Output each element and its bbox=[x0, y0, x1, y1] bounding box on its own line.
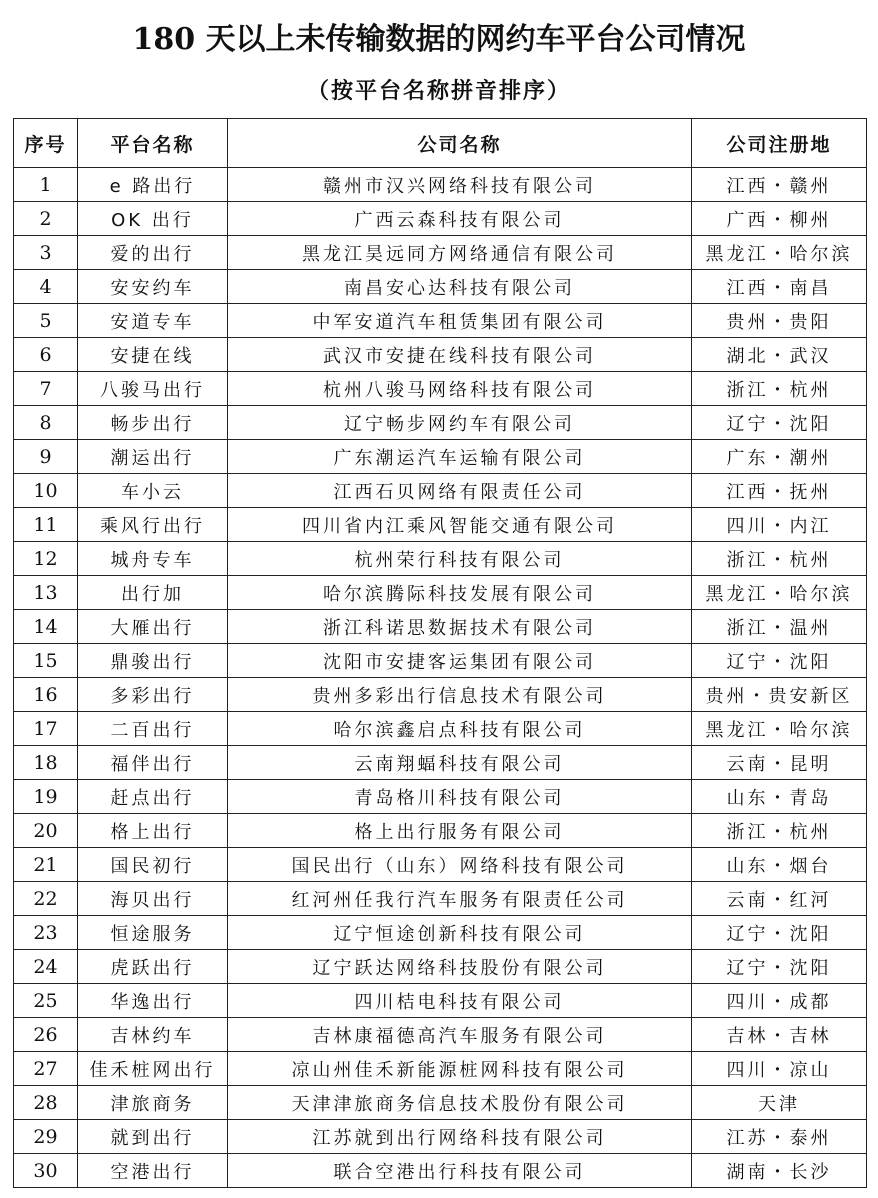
cell-company-name: 广东潮运汽车运输有限公司 bbox=[228, 440, 692, 474]
cell-platform-name: 潮运出行 bbox=[78, 440, 228, 474]
cell-company-name: 杭州荣行科技有限公司 bbox=[228, 542, 692, 576]
cell-company-name: 辽宁恒途创新科技有限公司 bbox=[228, 916, 692, 950]
cell-registered-location: 辽宁・沈阳 bbox=[692, 916, 867, 950]
cell-company-name: 哈尔滨鑫启点科技有限公司 bbox=[228, 712, 692, 746]
cell-index: 11 bbox=[14, 508, 78, 542]
table-row bbox=[14, 1086, 867, 1120]
cell-company-name: 贵州多彩出行信息技术有限公司 bbox=[228, 678, 692, 712]
table-row bbox=[14, 304, 867, 338]
table-row bbox=[14, 610, 867, 644]
cell-registered-location: 辽宁・沈阳 bbox=[692, 406, 867, 440]
table-row bbox=[14, 338, 867, 372]
cell-registered-location: 黑龙江・哈尔滨 bbox=[692, 576, 867, 610]
cell-company-name: 云南翔蝠科技有限公司 bbox=[228, 746, 692, 780]
cell-index: 3 bbox=[14, 236, 78, 270]
table-row bbox=[14, 440, 867, 474]
cell-registered-location: 黑龙江・哈尔滨 bbox=[692, 236, 867, 270]
cell-index: 4 bbox=[14, 270, 78, 304]
table-row bbox=[14, 542, 867, 576]
cell-company-name: 沈阳市安捷客运集团有限公司 bbox=[228, 644, 692, 678]
cell-company-name: 联合空港出行科技有限公司 bbox=[228, 1154, 692, 1188]
cell-index: 8 bbox=[14, 406, 78, 440]
cell-registered-location: 辽宁・沈阳 bbox=[692, 644, 867, 678]
cell-platform-name: 二百出行 bbox=[78, 712, 228, 746]
table-row bbox=[14, 1052, 867, 1086]
table-row bbox=[14, 984, 867, 1018]
table-row bbox=[14, 712, 867, 746]
cell-registered-location: 湖南・长沙 bbox=[692, 1154, 867, 1188]
cell-registered-location: 江苏・泰州 bbox=[692, 1120, 867, 1154]
cell-index: 10 bbox=[14, 474, 78, 508]
cell-registered-location: 贵州・贵安新区 bbox=[692, 678, 867, 712]
cell-registered-location: 辽宁・沈阳 bbox=[692, 950, 867, 984]
document-title: 180 天以上未传输数据的网约车平台公司情况 bbox=[132, 22, 746, 57]
cell-platform-name: 海贝出行 bbox=[78, 882, 228, 916]
cell-company-name: 黑龙江昊远同方网络通信有限公司 bbox=[228, 236, 692, 270]
cell-company-name: 格上出行服务有限公司 bbox=[228, 814, 692, 848]
header-company-name: 公司名称 bbox=[228, 119, 692, 168]
cell-company-name: 国民出行（山东）网络科技有限公司 bbox=[228, 848, 692, 882]
table-row bbox=[14, 950, 867, 984]
cell-platform-name: 赶点出行 bbox=[78, 780, 228, 814]
cell-index: 21 bbox=[14, 848, 78, 882]
cell-company-name: 辽宁跃达网络科技股份有限公司 bbox=[228, 950, 692, 984]
cell-company-name: 杭州八骏马网络科技有限公司 bbox=[228, 372, 692, 406]
cell-index: 30 bbox=[14, 1154, 78, 1188]
cell-registered-location: 浙江・杭州 bbox=[692, 542, 867, 576]
cell-index: 6 bbox=[14, 338, 78, 372]
cell-platform-name: 吉林约车 bbox=[78, 1018, 228, 1052]
table-row bbox=[14, 644, 867, 678]
cell-registered-location: 广西・柳州 bbox=[692, 202, 867, 236]
cell-registered-location: 广东・潮州 bbox=[692, 440, 867, 474]
cell-company-name: 天津津旅商务信息技术股份有限公司 bbox=[228, 1086, 692, 1120]
table-row bbox=[14, 576, 867, 610]
cell-company-name: 吉林康福德高汽车服务有限公司 bbox=[228, 1018, 692, 1052]
cell-registered-location: 山东・烟台 bbox=[692, 848, 867, 882]
cell-company-name: 赣州市汉兴网络科技有限公司 bbox=[228, 168, 692, 202]
cell-registered-location: 江西・抚州 bbox=[692, 474, 867, 508]
table-row bbox=[14, 236, 867, 270]
cell-registered-location: 贵州・贵阳 bbox=[692, 304, 867, 338]
cell-company-name: 南昌安心达科技有限公司 bbox=[228, 270, 692, 304]
cell-registered-location: 黑龙江・哈尔滨 bbox=[692, 712, 867, 746]
table-row bbox=[14, 474, 867, 508]
table-row bbox=[14, 202, 867, 236]
cell-index: 29 bbox=[14, 1120, 78, 1154]
cell-company-name: 四川桔电科技有限公司 bbox=[228, 984, 692, 1018]
cell-registered-location: 浙江・杭州 bbox=[692, 372, 867, 406]
cell-platform-name: 国民初行 bbox=[78, 848, 228, 882]
cell-registered-location: 山东・青岛 bbox=[692, 780, 867, 814]
cell-index: 5 bbox=[14, 304, 78, 338]
cell-platform-name: 福伴出行 bbox=[78, 746, 228, 780]
cell-platform-name: 空港出行 bbox=[78, 1154, 228, 1188]
cell-platform-name: 车小云 bbox=[78, 474, 228, 508]
cell-platform-name: 畅步出行 bbox=[78, 406, 228, 440]
cell-index: 15 bbox=[14, 644, 78, 678]
header-index: 序号 bbox=[14, 119, 78, 168]
cell-company-name: 青岛格川科技有限公司 bbox=[228, 780, 692, 814]
table-row bbox=[14, 848, 867, 882]
cell-platform-name: OK 出行 bbox=[78, 202, 228, 236]
cell-platform-name: 安捷在线 bbox=[78, 338, 228, 372]
cell-index: 2 bbox=[14, 202, 78, 236]
cell-registered-location: 云南・红河 bbox=[692, 882, 867, 916]
cell-index: 20 bbox=[14, 814, 78, 848]
cell-platform-name: 八骏马出行 bbox=[78, 372, 228, 406]
table-row bbox=[14, 508, 867, 542]
cell-registered-location: 浙江・杭州 bbox=[692, 814, 867, 848]
cell-company-name: 广西云森科技有限公司 bbox=[228, 202, 692, 236]
cell-company-name: 四川省内江乘风智能交通有限公司 bbox=[228, 508, 692, 542]
header-platform-name: 平台名称 bbox=[78, 119, 228, 168]
cell-company-name: 浙江科诺思数据技术有限公司 bbox=[228, 610, 692, 644]
table-header-row bbox=[14, 119, 867, 168]
cell-platform-name: 安安约车 bbox=[78, 270, 228, 304]
cell-company-name: 江西石贝网络有限责任公司 bbox=[228, 474, 692, 508]
cell-registered-location: 江西・南昌 bbox=[692, 270, 867, 304]
cell-platform-name: 就到出行 bbox=[78, 1120, 228, 1154]
cell-platform-name: 乘风行出行 bbox=[78, 508, 228, 542]
cell-platform-name: 虎跃出行 bbox=[78, 950, 228, 984]
table-row bbox=[14, 678, 867, 712]
table-row bbox=[14, 270, 867, 304]
cell-index: 23 bbox=[14, 916, 78, 950]
cell-index: 22 bbox=[14, 882, 78, 916]
cell-platform-name: 鼎骏出行 bbox=[78, 644, 228, 678]
cell-platform-name: 多彩出行 bbox=[78, 678, 228, 712]
cell-index: 14 bbox=[14, 610, 78, 644]
table-body bbox=[14, 168, 867, 1188]
cell-index: 18 bbox=[14, 746, 78, 780]
cell-company-name: 凉山州佳禾新能源桩网科技有限公司 bbox=[228, 1052, 692, 1086]
cell-registered-location: 浙江・温州 bbox=[692, 610, 867, 644]
cell-registered-location: 天津 bbox=[692, 1086, 867, 1120]
cell-registered-location: 湖北・武汉 bbox=[692, 338, 867, 372]
cell-index: 27 bbox=[14, 1052, 78, 1086]
table-row bbox=[14, 406, 867, 440]
cell-index: 13 bbox=[14, 576, 78, 610]
cell-registered-location: 云南・昆明 bbox=[692, 746, 867, 780]
cell-company-name: 中军安道汽车租赁集团有限公司 bbox=[228, 304, 692, 338]
cell-company-name: 哈尔滨腾际科技发展有限公司 bbox=[228, 576, 692, 610]
cell-index: 24 bbox=[14, 950, 78, 984]
cell-company-name: 江苏就到出行网络科技有限公司 bbox=[228, 1120, 692, 1154]
cell-platform-name: 安道专车 bbox=[78, 304, 228, 338]
cell-index: 28 bbox=[14, 1086, 78, 1120]
cell-index: 9 bbox=[14, 440, 78, 474]
cell-platform-name: 城舟专车 bbox=[78, 542, 228, 576]
cell-company-name: 武汉市安捷在线科技有限公司 bbox=[228, 338, 692, 372]
document-subtitle: （按平台名称拼音排序） bbox=[306, 78, 571, 104]
cell-index: 26 bbox=[14, 1018, 78, 1052]
cell-platform-name: 爱的出行 bbox=[78, 236, 228, 270]
cell-platform-name: e 路出行 bbox=[78, 168, 228, 202]
cell-company-name: 辽宁畅步网约车有限公司 bbox=[228, 406, 692, 440]
table-row bbox=[14, 780, 867, 814]
table-row bbox=[14, 1120, 867, 1154]
cell-platform-name: 出行加 bbox=[78, 576, 228, 610]
cell-index: 25 bbox=[14, 984, 78, 1018]
cell-registered-location: 江西・赣州 bbox=[692, 168, 867, 202]
cell-company-name: 红河州任我行汽车服务有限责任公司 bbox=[228, 882, 692, 916]
table-row bbox=[14, 882, 867, 916]
cell-index: 7 bbox=[14, 372, 78, 406]
table-row bbox=[14, 1018, 867, 1052]
table-row bbox=[14, 746, 867, 780]
cell-platform-name: 华逸出行 bbox=[78, 984, 228, 1018]
header-registered-location: 公司注册地 bbox=[692, 119, 867, 168]
table-row bbox=[14, 372, 867, 406]
cell-index: 19 bbox=[14, 780, 78, 814]
table-row bbox=[14, 168, 867, 202]
cell-platform-name: 格上出行 bbox=[78, 814, 228, 848]
cell-registered-location: 四川・成都 bbox=[692, 984, 867, 1018]
table-row bbox=[14, 916, 867, 950]
table-row bbox=[14, 1154, 867, 1188]
cell-registered-location: 吉林・吉林 bbox=[692, 1018, 867, 1052]
cell-index: 17 bbox=[14, 712, 78, 746]
table-row bbox=[14, 814, 867, 848]
platform-table bbox=[13, 118, 867, 1188]
cell-index: 1 bbox=[14, 168, 78, 202]
cell-platform-name: 佳禾桩网出行 bbox=[78, 1052, 228, 1086]
cell-platform-name: 津旅商务 bbox=[78, 1086, 228, 1120]
cell-index: 12 bbox=[14, 542, 78, 576]
cell-platform-name: 恒途服务 bbox=[78, 916, 228, 950]
cell-registered-location: 四川・内江 bbox=[692, 508, 867, 542]
cell-index: 16 bbox=[14, 678, 78, 712]
cell-registered-location: 四川・凉山 bbox=[692, 1052, 867, 1086]
cell-platform-name: 大雁出行 bbox=[78, 610, 228, 644]
